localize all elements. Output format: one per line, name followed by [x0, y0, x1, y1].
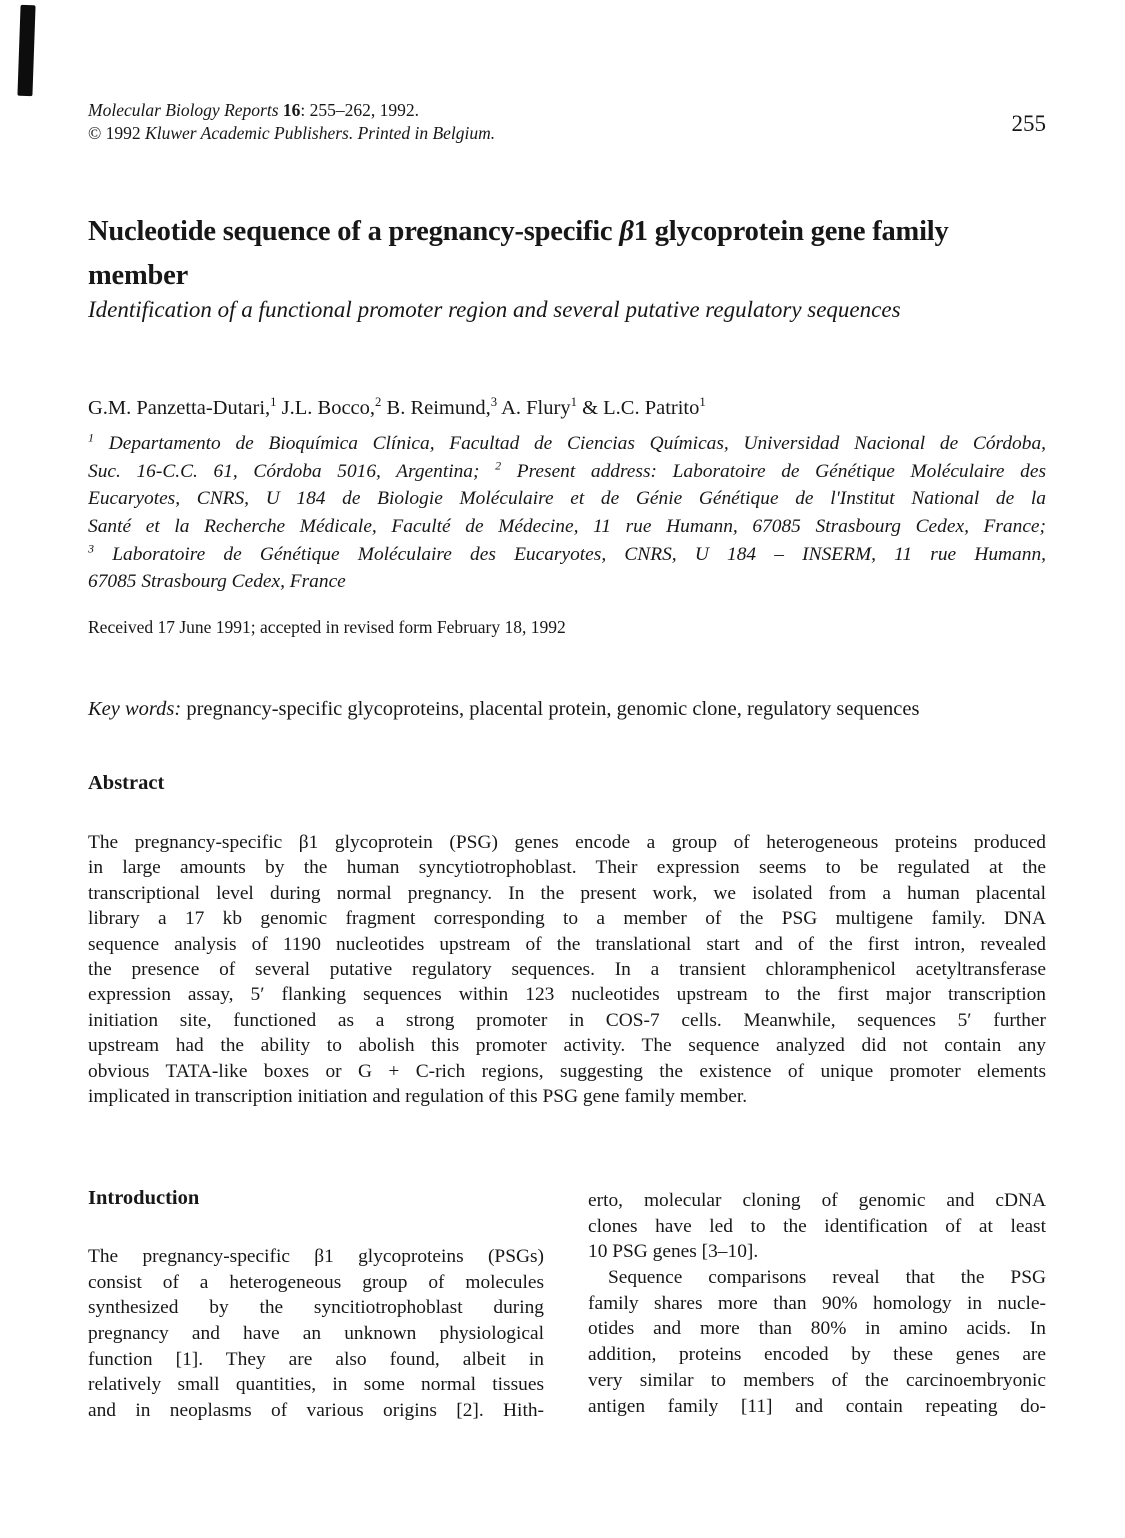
- affiliation-text: Present address: Laboratoire de Génétique Moléculaire des: [516, 460, 1046, 482]
- author-superscript: 2: [375, 395, 382, 410]
- author-name: J.L. Bocco,: [281, 397, 376, 419]
- intro-left-column: [88, 1244, 544, 1424]
- journal-line: [88, 99, 495, 122]
- author-name: & L.C. Patrito: [582, 397, 700, 419]
- affiliation-line: [88, 458, 1046, 486]
- affiliation-superscript: 3: [88, 541, 95, 556]
- keywords-label: Key words:: [88, 698, 182, 720]
- text-line: 10 PSG genes [3–10].: [588, 1241, 759, 1263]
- text-line: otides and more than 80% in amino acids. In: [588, 1318, 1046, 1340]
- text-line: The pregnancy-specific β1 glycoproteins (PSGs): [88, 1246, 544, 1267]
- text-line: synthesized by the syncitiotrophoblast during: [88, 1297, 544, 1319]
- copyright-publisher: Kluwer Academic Publishers. Printed in Belgium.: [145, 122, 496, 143]
- journal-name: Molecular Biology Reports: [88, 100, 283, 120]
- abstract-line: implicated in transcription initiation and regulation of this PSG gene family member.: [88, 1085, 748, 1107]
- affiliation-line: 67085 Strasbourg Cedex, France: [88, 571, 346, 593]
- abstract-line: transcriptional level during normal pregnancy. In the present work, we isolated from a human placental: [88, 882, 1046, 904]
- abstract-line: the presence of several putative regulatory sequences. In a transient chloramphenicol acetyltransferase: [88, 958, 1046, 980]
- text-line: very similar to members of the carcinoembryonic: [588, 1369, 1046, 1391]
- title-text-pre: Nucleotide sequence of a pregnancy-specific: [88, 216, 620, 247]
- title-line-2: member: [88, 260, 189, 291]
- text-line: consist of a heterogeneous group of molecules: [88, 1271, 544, 1293]
- abstract-line: sequence analysis of 1190 nucleotides upstream of the translational start and of the first intron, revealed: [88, 933, 1046, 955]
- affiliation-text: Suc. 16-C.C. 61, Córdoba 5016, Argentina;: [88, 460, 480, 482]
- copyright-year: © 1992: [88, 122, 141, 143]
- keywords-text: pregnancy-specific glycoproteins, placental protein, genomic clone, regulatory sequences: [186, 698, 920, 720]
- author-superscript: 1: [699, 395, 706, 410]
- journal-pages-year: : 255–262, 1992.: [300, 100, 420, 120]
- abstract-line: The pregnancy-specific β1 glycoprotein (PSG) genes encode a group of heterogeneous proteins produced: [88, 832, 1046, 853]
- introduction-heading: Introduction: [88, 1187, 200, 1209]
- author-name: G.M. Panzetta-Dutari,: [88, 397, 271, 419]
- text-line: addition, proteins encoded by these genes are: [588, 1344, 1046, 1366]
- text-line: antigen family [11] and contain repeating do-: [588, 1395, 1046, 1417]
- text-line: erto, molecular cloning of genomic and cDNA: [588, 1190, 1046, 1211]
- scan-ink-mark: [17, 5, 35, 96]
- affiliation-line: [88, 541, 1046, 569]
- text-line: pregnancy and have an unknown physiological: [88, 1323, 544, 1345]
- abstract-heading: Abstract: [88, 772, 165, 794]
- intro-right-column: [588, 1188, 1046, 1419]
- text-line: family shares more than 90% homology in nucle-: [588, 1292, 1046, 1314]
- affiliation-text: Laboratoire de Génétique Moléculaire des Eucaryotes, CNRS, U 184 – INSERM, 11 rue Humann,: [112, 543, 1046, 565]
- journal-header: [88, 99, 495, 144]
- received-line: Received 17 June 1991; accepted in revised form February 18, 1992: [88, 617, 566, 637]
- affiliation-line: Santé et la Recherche Médicale, Faculté de Médecine, 11 rue Humann, 67085 Strasbourg Cedex, France;: [88, 516, 1046, 538]
- text-line: relatively small quantities, in some normal tissues: [88, 1374, 544, 1396]
- affiliation-superscript: 1: [88, 430, 95, 445]
- title-text-post: 1 glycoprotein gene family: [633, 216, 949, 247]
- author-superscript: 3: [490, 395, 498, 410]
- author-name: A. Flury: [501, 397, 571, 419]
- beta-glyph: β: [619, 216, 634, 247]
- affiliation-text: Departamento de Bioquímica Clínica, Facultad de Ciencias Químicas, Universidad Nacional de Córdoba,: [108, 433, 1046, 454]
- affiliation-superscript: 2: [495, 458, 502, 473]
- text-line: Sequence comparisons reveal that the PSG: [608, 1267, 1046, 1289]
- article-title: [88, 210, 949, 298]
- abstract-text: [88, 830, 1046, 1109]
- page-number: 255: [1011, 111, 1046, 136]
- abstract-line: upstream had the ability to abolish this promoter activity. The sequence analyzed did not contain any: [88, 1035, 1046, 1057]
- copyright-line: [88, 122, 495, 145]
- abstract-line: obvious TATA-like boxes or G + C-rich regions, suggesting the existence of unique promoter elements: [88, 1060, 1046, 1082]
- author-superscript: 1: [270, 395, 277, 410]
- abstract-line: expression assay, 5′ flanking sequences within 123 nucleotides upstream to the first major transcription: [88, 984, 1046, 1006]
- abstract-line: library a 17 kb genomic fragment corresponding to a member of the PSG multigene family. DNA: [88, 908, 1046, 930]
- article-subtitle: Identification of a functional promoter region and several putative regulatory sequences: [88, 297, 901, 322]
- abstract-line: initiation site, functioned as a strong promoter in COS-7 cells. Meanwhile, sequences 5′ further: [88, 1009, 1046, 1031]
- text-line: function [1]. They are also found, albeit in: [88, 1348, 544, 1370]
- journal-volume: 16: [282, 100, 301, 120]
- text-line: and in neoplasms of various origins [2]. Hith-: [88, 1400, 544, 1422]
- title-line-1: [88, 210, 949, 254]
- abstract-line: in large amounts by the human syncytiotrophoblast. Their expression seems to be regulated at the: [88, 857, 1046, 879]
- affiliation-line: [88, 430, 1046, 458]
- author-superscript: 1: [570, 395, 577, 410]
- authors-line: [88, 397, 706, 420]
- text-line: clones have led to the identification of at least: [588, 1215, 1046, 1237]
- affiliations-block: [88, 430, 1046, 596]
- keywords-line: [88, 698, 919, 721]
- affiliation-line: Eucaryotes, CNRS, U 184 de Biologie Moléculaire et de Génie Génétique de l'Institut National de la: [88, 488, 1046, 510]
- author-name: B. Reimund,: [386, 397, 491, 419]
